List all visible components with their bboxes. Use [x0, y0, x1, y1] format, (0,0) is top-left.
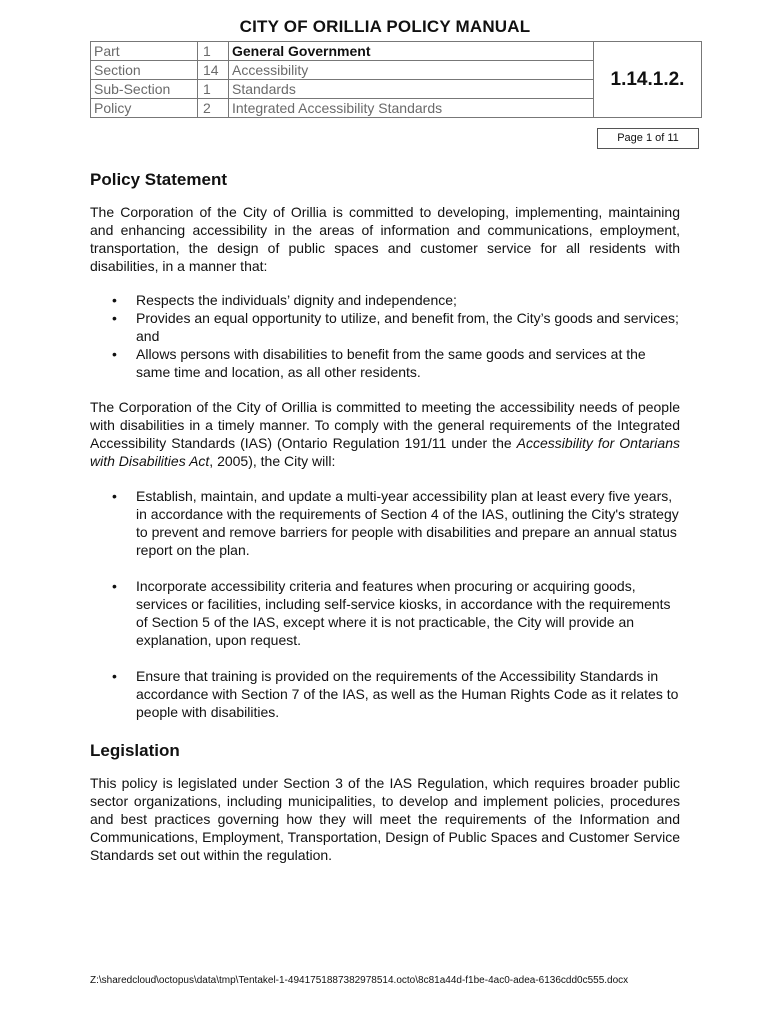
header-description: Accessibility	[229, 61, 594, 80]
file-path-footer: Z:\sharedcloud\octopus\data\tmp\Tentakel-1-4941751887382978514.octo\8c81a44d-f1be-4ac0-adea-6136cdd0c555.docx	[90, 975, 629, 986]
header-number: 1	[198, 80, 229, 99]
document-body	[90, 168, 680, 864]
list-item	[90, 345, 680, 381]
header-label: Section	[91, 61, 198, 80]
policy-intro-paragraph: The Corporation of the City of Orillia is committed to developing, implementing, maintaining and enhancing accessibility in the areas of information and communications, employment, transportation, the design of public spaces and customer service for all residents with disabilities, in a manner that:	[90, 204, 680, 274]
list-item	[90, 577, 680, 649]
header-description: Integrated Accessibility Standards	[229, 99, 594, 118]
header-number: 1	[198, 42, 229, 61]
commitment-text-start: The Corporation of the City of Orillia is committed to meeting the accessibility needs of people with disabilities in a timely manner. To comply with the general requirements of the Integrated Accessibility Standards (IAS) (Ontario Regulation 191/11 under the	[90, 399, 680, 451]
list-item-text: Allows persons with disabilities to benefit from the same goods and services at the same time and location, as all other residents.	[136, 346, 646, 380]
list-item-text: Provides an equal opportunity to utilize, and benefit from, the City’s goods and services; and	[136, 310, 679, 344]
list-item-text: Ensure that training is provided on the requirements of the Accessibility Standards in accordance with Section 7 of the IAS, as well as the Human Rights Code as it relates to people with disabilities.	[136, 668, 679, 720]
manual-title: CITY OF ORILLIA POLICY MANUAL	[239, 17, 531, 36]
list-item	[90, 667, 680, 721]
header-description: Standards	[229, 80, 594, 99]
requirements-list	[90, 487, 680, 721]
list-item-text: Respects the individuals’ dignity and independence;	[136, 292, 457, 308]
policy-header-table	[90, 41, 702, 118]
bullet-icon: •	[112, 310, 117, 326]
bullet-icon: •	[112, 488, 117, 504]
list-item-text: Incorporate accessibility criteria and features when procuring or acquiring goods, services or facilities, including self-service kiosks, in accordance with the requirements of Section 5 of the IAS, except where it is not practicable, the City will provide an explanation, upon request.	[136, 578, 671, 648]
header-number: 2	[198, 99, 229, 118]
header-label: Part	[91, 42, 198, 61]
commitment-paragraph	[90, 398, 680, 470]
bullet-icon: •	[112, 578, 117, 594]
header-row-part	[91, 42, 702, 61]
policy-statement-heading: Policy Statement	[90, 170, 227, 189]
header-description: General Government	[229, 42, 594, 61]
principles-list	[90, 291, 680, 381]
policy-code: 1.14.1.2.	[594, 42, 702, 118]
legislation-heading: Legislation	[90, 741, 180, 760]
list-item-text: Establish, maintain, and update a multi-year accessibility plan at least every five years, in accordance with the requirements of Section 4 of the IAS, outlining the City's strategy to prevent and remove barriers for people with disabilities and prepare an annual status report on the plan.	[136, 488, 679, 558]
header-label: Sub-Section	[91, 80, 198, 99]
header-number: 14	[198, 61, 229, 80]
bullet-icon: •	[112, 346, 117, 362]
header-label: Policy	[91, 99, 198, 118]
legislation-paragraph: This policy is legislated under Section 3 of the IAS Regulation, which requires broader public sector organizations, including municipalities, to develop and implement policies, procedures and best practices governing how they will meet the requirements of the Information and Communications, Employment, Transportation, Design of Public Spaces and Customer Service Standards set out within the regulation.	[90, 775, 680, 863]
bullet-icon: •	[112, 668, 117, 684]
commitment-text-end: , 2005), the City will:	[209, 453, 336, 469]
list-item	[90, 487, 680, 559]
list-item	[90, 291, 680, 309]
act-name: Accessibility for Ontarians with Disabilities Act	[90, 435, 680, 469]
list-item	[90, 309, 680, 345]
bullet-icon: •	[112, 292, 117, 308]
page-indicator: Page 1 of 11	[597, 128, 699, 149]
